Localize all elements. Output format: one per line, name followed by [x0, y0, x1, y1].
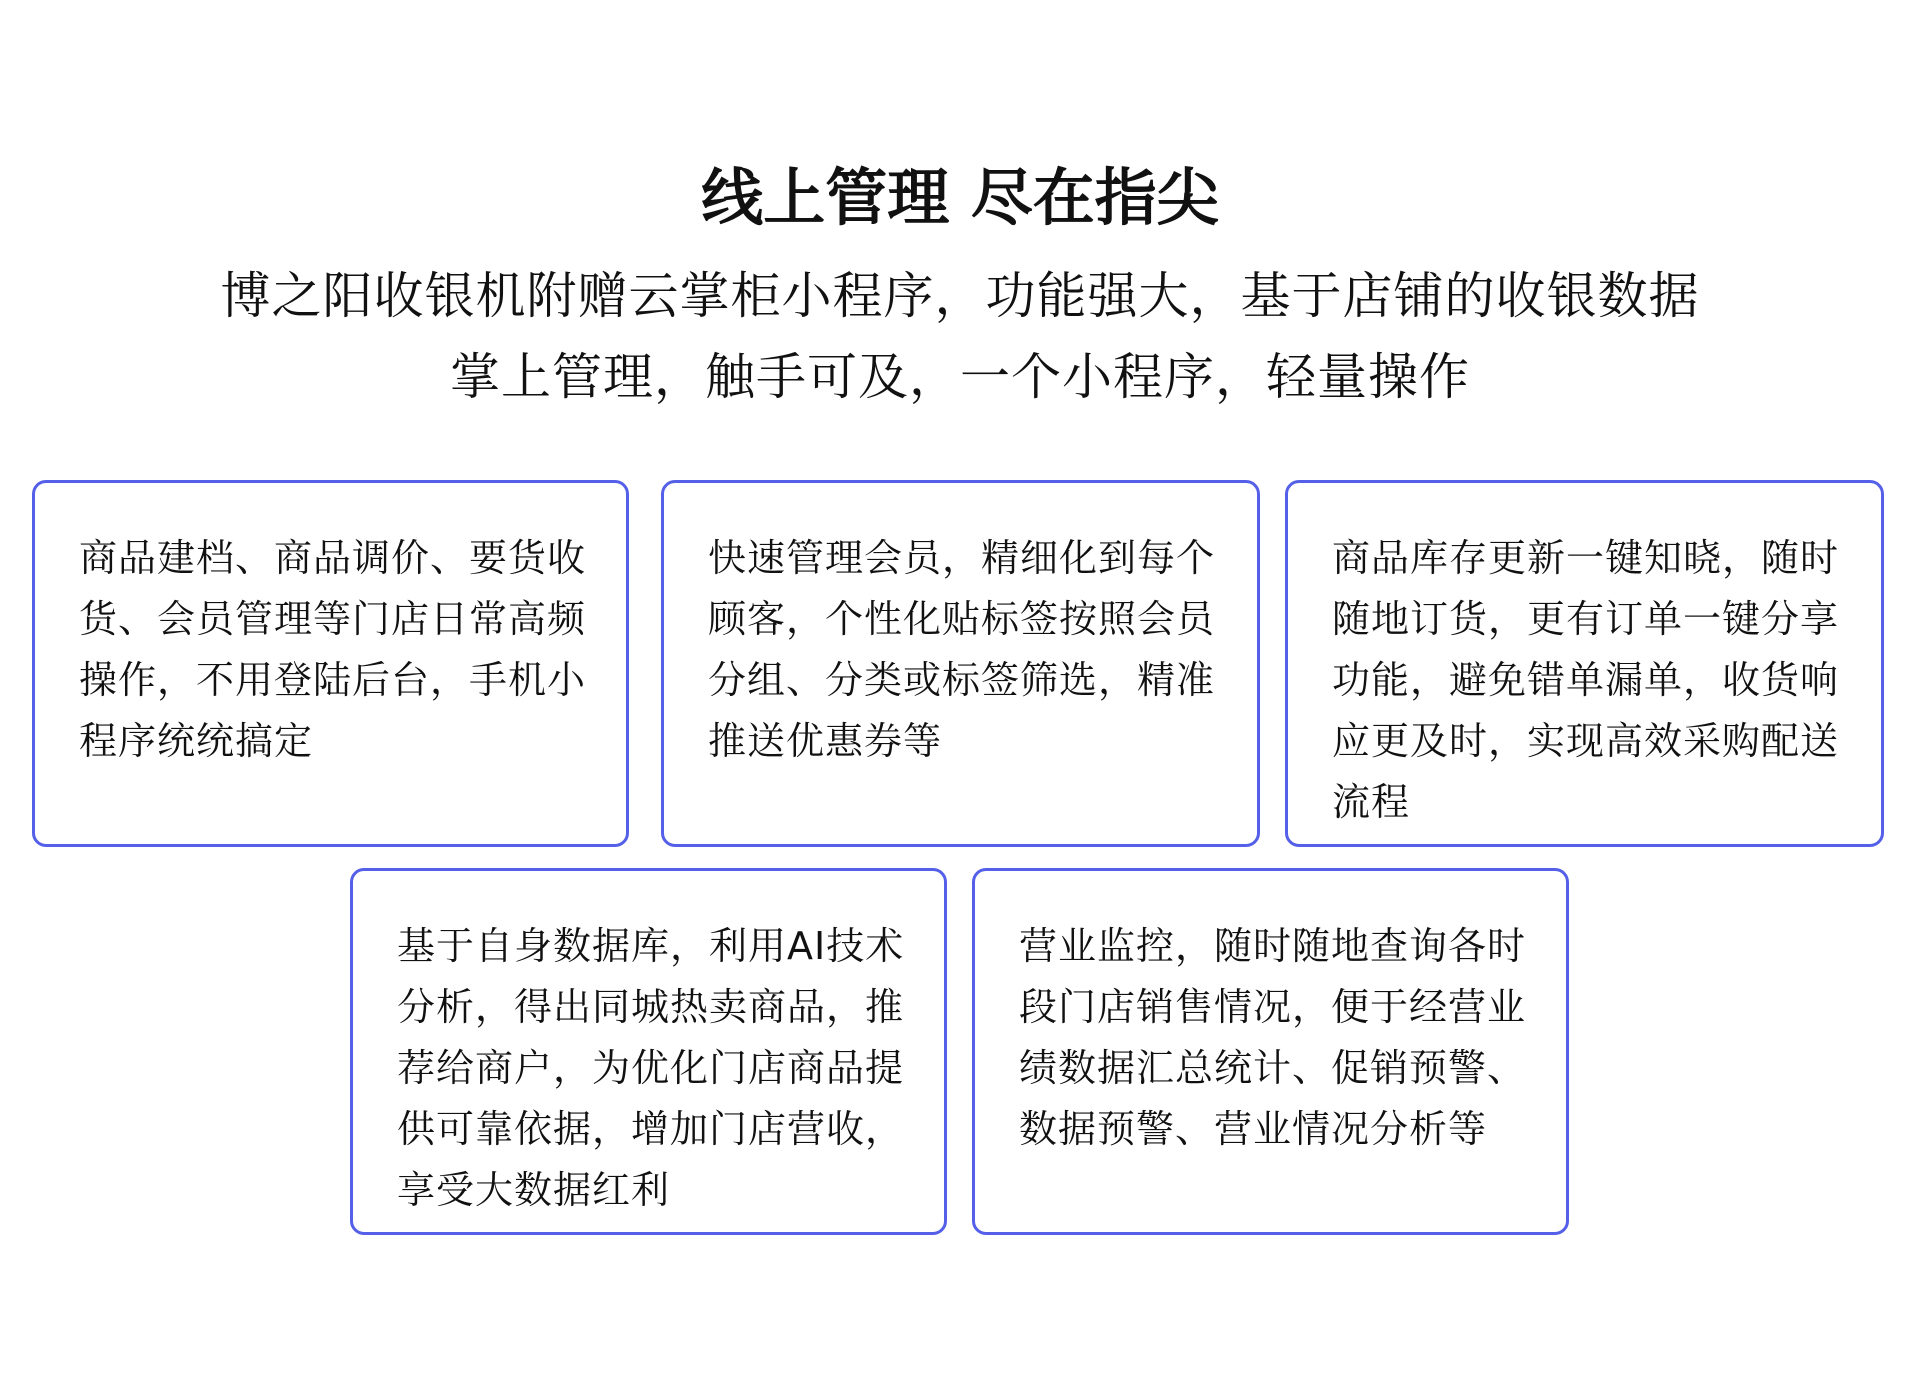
card-text-line: 功能，避免错单漏单，收货响	[1332, 658, 1840, 702]
card-text-line: 顾客，个性化贴标签按照会员	[708, 597, 1216, 641]
card-text-line: 快速管理会员，精细化到每个	[708, 536, 1216, 580]
card-text-line: 商品建档、商品调价、要货收	[79, 536, 587, 580]
feature-card-inventory-ordering	[1285, 480, 1884, 847]
card-text-line: 商品库存更新一键知晓，随时	[1332, 536, 1840, 580]
card-text-line: 绩数据汇总统计、促销预警、	[1019, 1046, 1527, 1090]
feature-card-business-monitoring	[972, 868, 1569, 1235]
card-description	[1332, 528, 1840, 833]
feature-card-ai-recommendation	[350, 868, 947, 1235]
card-text-line: 推送优惠券等	[708, 719, 943, 763]
card-text-line: 营业监控，随时随地查询各时	[1019, 924, 1527, 968]
card-text-line: 荐给商户，为优化门店商品提	[397, 1046, 905, 1090]
card-text-line: 分析，得出同城热卖商品，推	[397, 985, 905, 1029]
card-text-line: 随地订货，更有订单一键分享	[1332, 597, 1840, 641]
card-text-line: 数据预警、营业情况分析等	[1019, 1107, 1488, 1151]
card-text-line: 分组、分类或标签筛选，精准	[708, 658, 1216, 702]
feature-card-product-management	[32, 480, 629, 847]
feature-card-member-management	[661, 480, 1260, 847]
card-text-line: 基于自身数据库，利用AI技术	[397, 924, 905, 968]
card-text-line: 享受大数据红利	[397, 1168, 671, 1212]
card-description	[708, 528, 1216, 772]
card-description	[397, 916, 905, 1221]
card-description	[1019, 916, 1527, 1160]
card-text-line: 供可靠依据，增加门店营收，	[397, 1107, 905, 1151]
card-text-line: 操作，不用登陆后台，手机小	[79, 658, 587, 702]
subtitle-line-1: 博之阳收银机附赠云掌柜小程序，功能强大，基于店铺的收银数据	[220, 267, 1700, 325]
card-text-line: 应更及时，实现高效采购配送	[1332, 719, 1840, 763]
card-description	[79, 528, 587, 772]
card-text-line: 流程	[1332, 780, 1411, 824]
card-text-line: 程序统统搞定	[79, 719, 314, 763]
subtitle-line-2: 掌上管理，触手可及，一个小程序，轻量操作	[450, 348, 1470, 406]
card-text-line: 段门店销售情况，便于经营业	[1019, 985, 1527, 1029]
page-title: 线上管理 尽在指尖	[701, 161, 1219, 234]
card-text-line: 货、会员管理等门店日常高频	[79, 597, 587, 641]
